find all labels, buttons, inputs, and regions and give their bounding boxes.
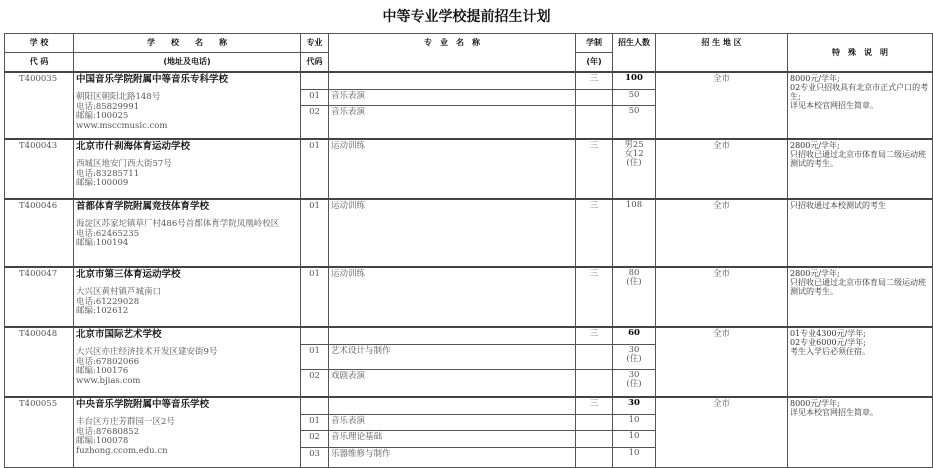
years: 三: [576, 327, 613, 344]
school-address-line: 电话:87680852: [76, 426, 140, 437]
enrollment-count: 男25 女12 (住): [613, 139, 656, 199]
school-name: 中央音乐学院附属中等音乐学校: [76, 399, 210, 410]
school-code: T400046: [5, 199, 74, 267]
major-name: [329, 327, 576, 344]
enrollment-count: 10: [613, 414, 656, 430]
region: 全市: [656, 327, 788, 397]
major-name: 音乐表演: [329, 89, 576, 105]
table-row: [5, 139, 933, 199]
school-address-line: 邮编:100025: [76, 111, 129, 121]
special-notes: [788, 397, 933, 467]
note-line: 02专业6000元/学年;: [790, 338, 866, 347]
school-address-line: 海淀区苏家坨镇草厂村486号首都体育学院凤凰岭校区: [76, 219, 280, 229]
years: [576, 430, 613, 447]
years: 三: [576, 139, 613, 199]
enrollment-count: 30: [613, 397, 656, 414]
major-code: 02: [301, 105, 329, 139]
enrollment-count: 30 (住): [613, 344, 656, 369]
special-notes: [788, 327, 933, 397]
school-code: T400048: [5, 327, 74, 397]
school-info: [74, 72, 301, 139]
years: [576, 369, 613, 397]
table-row: [5, 199, 933, 267]
note-line: 详见本校官网招生简章。: [790, 101, 878, 110]
school-name: 北京市什刹海体育运动学校: [76, 141, 191, 152]
header-school-code: 学 校: [5, 34, 74, 53]
major-code: 01: [301, 139, 329, 199]
school-address-line: 邮编:100176: [76, 366, 129, 376]
major-name: 运动训练: [329, 267, 576, 327]
school-address-line: fuzhong.ccom.edu.cn: [76, 445, 168, 456]
special-notes: [788, 72, 933, 139]
years: [576, 414, 613, 430]
table-row: [5, 327, 933, 344]
page-title: 中等专业学校提前招生计划: [382, 9, 551, 25]
major-name: 音乐表演: [329, 105, 576, 139]
years: [576, 89, 613, 105]
school-info: [74, 199, 301, 267]
major-code: [301, 327, 329, 344]
note-line: 只招收已通过北京市体育局二级运动班测试的考生。: [790, 150, 926, 168]
special-notes: [788, 267, 933, 327]
major-name: [329, 397, 576, 414]
enrollment-count: 30 (住): [613, 369, 656, 397]
region: 全市: [656, 72, 788, 139]
table-row: [5, 397, 933, 414]
major-code: 02: [301, 369, 329, 397]
note-line: 只招收通过本校测试的考生: [790, 201, 886, 210]
school-info: [74, 267, 301, 327]
school-info: [74, 327, 301, 397]
school-address-line: 电话:67802066: [76, 356, 140, 367]
major-name: 运动训练: [329, 199, 576, 267]
major-code: 02: [301, 430, 329, 447]
school-code: T400035: [5, 72, 74, 139]
years: 三: [576, 397, 613, 414]
school-code: T400043: [5, 139, 74, 199]
header-count: 招生人数: [613, 34, 656, 73]
major-code: 01: [301, 414, 329, 430]
note-line: 只招收已通过北京市体育局二级运动班测试的考生。: [790, 278, 926, 296]
major-code: 03: [301, 447, 329, 467]
enrollment-count: 60: [613, 327, 656, 344]
school-info: [74, 139, 301, 199]
school-address-line: 邮编:102612: [76, 306, 129, 316]
header-school-name: 学 校 名 称: [74, 34, 301, 53]
note-line: 8000元/学年;: [790, 74, 840, 83]
school-address-line: 邮编:100078: [76, 436, 129, 446]
major-code: 01: [301, 199, 329, 267]
major-name: 运动训练: [329, 139, 576, 199]
note-line: 考生入学后必须住宿。: [790, 347, 870, 356]
school-name: 首都体育学院附属竞技体育学校: [76, 201, 210, 212]
school-address-line: 大兴区黄村镇芦城南口: [76, 287, 162, 297]
header-major-code-2: 代码: [301, 53, 329, 73]
school-address-line: 电话:83285711: [76, 168, 140, 179]
major-name: 乐器维修与制作: [329, 447, 576, 467]
note-line: 02专业只招收具有北京市正式户口的考生;: [790, 83, 929, 101]
school-code: T400047: [5, 267, 74, 327]
school-name: 北京市国际艺术学校: [76, 329, 162, 340]
header-years-2: (年): [576, 53, 613, 73]
school-address-line: 西城区地安门西大街57号: [76, 159, 172, 169]
school-code: T400055: [5, 397, 74, 467]
note-line: 详见本校官网招生简章。: [790, 408, 878, 417]
region: 全市: [656, 397, 788, 467]
major-name: 音乐表演: [329, 414, 576, 430]
note-line: 01专业4300元/学年;: [790, 329, 866, 338]
major-name: [329, 72, 576, 89]
school-address-line: 邮编:100194: [76, 238, 129, 248]
special-notes: [788, 199, 933, 267]
school-name: 北京市第三体育运动学校: [76, 269, 181, 280]
enrollment-count: 10: [613, 430, 656, 447]
region: 全市: [656, 139, 788, 199]
region: 全市: [656, 267, 788, 327]
header-years: 学制: [576, 34, 613, 53]
major-code: 01: [301, 344, 329, 369]
years: 三: [576, 199, 613, 267]
enrollment-count: 50: [613, 89, 656, 105]
years: [576, 105, 613, 139]
years: [576, 344, 613, 369]
region: 全市: [656, 199, 788, 267]
enrollment-count: 100: [613, 72, 656, 89]
school-address-line: 电话:85829991: [76, 101, 140, 112]
enrollment-count: 108: [613, 199, 656, 267]
header-notes: 特 殊 说 明: [788, 34, 933, 73]
school-address-line: 丰台区方庄芳群园一区2号: [76, 417, 175, 427]
major-name: 音乐理论基础: [329, 430, 576, 447]
major-code: [301, 397, 329, 414]
major-code: 01: [301, 267, 329, 327]
years: 三: [576, 72, 613, 89]
special-notes: [788, 139, 933, 199]
header-major-code: 专业: [301, 34, 329, 53]
school-address-line: 电话:61229028: [76, 296, 140, 307]
header-school-name-2: (地址及电话): [74, 53, 301, 73]
school-address-line: www.msccmusic.com: [76, 120, 168, 131]
years: [576, 447, 613, 467]
school-address-line: 朝阳区朝阳北路148号: [76, 92, 161, 102]
header-school-code-2: 代 码: [5, 53, 74, 73]
enrollment-count: 10: [613, 447, 656, 467]
school-info: [74, 397, 301, 467]
school-address-line: 电话:62465235: [76, 228, 140, 239]
enrollment-plan-table: [4, 33, 933, 468]
note-line: 2800元/学年;: [790, 141, 840, 150]
major-name: 戏剧表演: [329, 369, 576, 397]
header-major-name: 专 业 名 称: [329, 34, 576, 73]
years: 三: [576, 267, 613, 327]
school-name: 中国音乐学院附属中等音乐专科学校: [76, 74, 229, 85]
table-row: [5, 267, 933, 327]
table-row: [5, 72, 933, 89]
enrollment-count: 50: [613, 105, 656, 139]
major-code: [301, 72, 329, 89]
enrollment-count: 80 (住): [613, 267, 656, 327]
note-line: 8000元/学年;: [790, 399, 840, 408]
school-address-line: 大兴区亦庄经济技术开发区建安街9号: [76, 347, 218, 357]
header-region: 招 生 地 区: [656, 34, 788, 73]
major-code: 01: [301, 89, 329, 105]
school-address-line: www.bjias.com: [76, 375, 141, 386]
major-name: 艺术设计与制作: [329, 344, 576, 369]
school-address-line: 邮编:100009: [76, 178, 129, 188]
note-line: 2800元/学年;: [790, 269, 840, 278]
